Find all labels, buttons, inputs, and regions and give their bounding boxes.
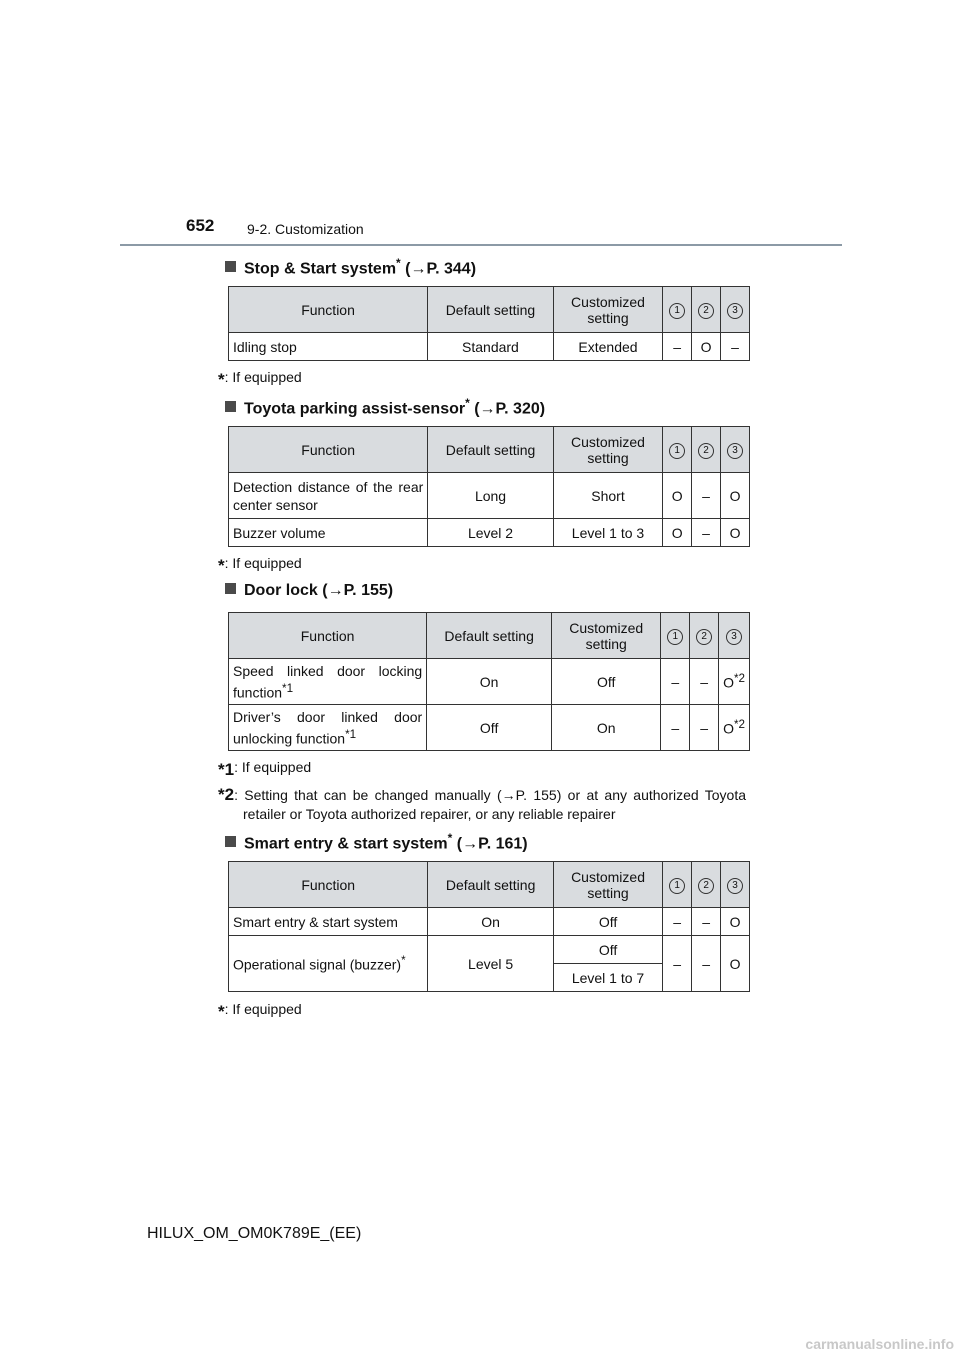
- cell-method-1: –: [663, 333, 692, 361]
- cell-default: On: [428, 908, 553, 936]
- circle-1-icon: 1: [667, 629, 683, 645]
- heading-stop-start: Stop & Start system* (→P. 344): [225, 256, 476, 278]
- document-code: HILUX_OM_OM0K789E_(EE): [147, 1225, 362, 1242]
- cell-customized: Off: [552, 659, 661, 705]
- cell-function: Buzzer volume: [229, 519, 428, 547]
- table-row: [229, 705, 750, 751]
- door-lock-table: [228, 612, 750, 751]
- watermark: carmanualsonline.info: [805, 1336, 954, 1352]
- circle-2-icon: 2: [696, 629, 712, 645]
- table-row: [229, 908, 750, 936]
- circle-2-icon: 2: [698, 878, 714, 894]
- cell-method-2: –: [690, 659, 719, 705]
- footnote-1: *1: If equipped: [218, 759, 312, 779]
- col-function: Function: [229, 427, 428, 473]
- cell-function: Operational signal (buzzer)*: [229, 936, 428, 992]
- square-bullet-icon: [225, 261, 236, 272]
- footnote: *: If equipped: [218, 1001, 302, 1021]
- table-row: [229, 519, 750, 547]
- cell-function: Driver’s door linked door unlocking function$^{*1}$: [229, 705, 427, 751]
- cell-method-1: –: [661, 705, 690, 751]
- cell-function: Idling stop: [229, 333, 428, 361]
- heading-parking-assist: Toyota parking assist-sensor* (→P. 320): [225, 396, 545, 418]
- col-customized: Customized setting: [553, 427, 662, 473]
- cell-method-2: O: [692, 333, 721, 361]
- section-label: 9-2. Customization: [247, 221, 364, 237]
- cell-method-2: –: [692, 519, 721, 547]
- cell-function: Detection distance of the rear center sensor: [229, 473, 428, 519]
- cell-method-3: O: [721, 936, 750, 992]
- cell-customized: Short: [553, 473, 662, 519]
- cell-method-3: –: [721, 333, 750, 361]
- circle-1-icon: 1: [669, 878, 685, 894]
- parking-assist-table: [228, 426, 750, 547]
- footnote: *: If equipped: [218, 555, 302, 575]
- col-method-2: [692, 427, 721, 473]
- col-function: Function: [229, 287, 428, 333]
- cell-method-2: –: [692, 473, 721, 519]
- cell-method-1: –: [663, 936, 692, 992]
- circle-3-icon: 3: [727, 443, 743, 459]
- footnote: *: If equipped: [218, 369, 302, 389]
- cell-method-3: O: [721, 519, 750, 547]
- heading-smart-entry: Smart entry & start system* (→P. 161): [225, 831, 528, 853]
- col-default: Default setting: [427, 613, 552, 659]
- stop-start-table: [228, 286, 750, 361]
- smart-entry-table: [228, 861, 750, 992]
- cell-method-2: –: [692, 908, 721, 936]
- circle-3-icon: 3: [727, 303, 743, 319]
- col-function: Function: [229, 862, 428, 908]
- cell-function: Speed linked door locking function$^{*1}$: [229, 659, 427, 705]
- col-default: Default setting: [428, 287, 554, 333]
- col-method-3: [719, 613, 750, 659]
- cell-customized: On: [552, 705, 661, 751]
- cell-method-1: –: [663, 908, 692, 936]
- cell-default: Off: [427, 705, 552, 751]
- col-method-2: [692, 862, 721, 908]
- cell-customized: Off: [553, 908, 662, 936]
- table-row: [229, 473, 750, 519]
- col-method-2: [690, 613, 719, 659]
- cell-default: Long: [428, 473, 554, 519]
- cell-customized: Off: [553, 936, 662, 964]
- page-number: 652: [186, 216, 215, 235]
- circle-3-icon: 3: [726, 629, 742, 645]
- col-method-1: [663, 427, 692, 473]
- footnote-2: *2: Setting that can be changed manually (→P. 155) or at any authorized Toyota retailer or Toyota authorized repairer, or any reliable repairer: [218, 785, 746, 822]
- cell-customized: Level 1 to 7: [553, 964, 662, 992]
- col-customized: Customized setting: [553, 287, 662, 333]
- circle-3-icon: 3: [727, 878, 743, 894]
- circle-2-icon: 2: [698, 443, 714, 459]
- cell-method-3: $O^{*2}$: [719, 659, 750, 705]
- header-rule: [120, 244, 842, 246]
- cell-method-1: –: [661, 659, 690, 705]
- heading-door-lock: Door lock (→P. 155): [225, 582, 393, 600]
- table-row: [229, 936, 750, 964]
- col-method-2: [692, 287, 721, 333]
- cell-customized: Extended: [553, 333, 662, 361]
- col-method-3: [721, 862, 750, 908]
- table-row: [229, 659, 750, 705]
- square-bullet-icon: [225, 836, 236, 847]
- cell-default: Standard: [428, 333, 554, 361]
- cell-method-1: O: [663, 473, 692, 519]
- cell-function: Smart entry & start system: [229, 908, 428, 936]
- cell-method-2: –: [692, 936, 721, 992]
- col-method-1: [661, 613, 690, 659]
- square-bullet-icon: [225, 583, 236, 594]
- col-method-1: [663, 862, 692, 908]
- col-method-3: [721, 287, 750, 333]
- cell-method-2: –: [690, 705, 719, 751]
- col-method-3: [721, 427, 750, 473]
- col-default: Default setting: [428, 862, 553, 908]
- cell-method-1: O: [663, 519, 692, 547]
- col-function: Function: [229, 613, 427, 659]
- col-customized: Customized setting: [553, 862, 662, 908]
- circle-2-icon: 2: [698, 303, 714, 319]
- cell-method-3: $O^{*2}$: [719, 705, 750, 751]
- cell-method-3: O: [721, 473, 750, 519]
- circle-1-icon: 1: [669, 443, 685, 459]
- col-customized: Customized setting: [552, 613, 661, 659]
- col-default: Default setting: [428, 427, 554, 473]
- square-bullet-icon: [225, 401, 236, 412]
- cell-default: Level 2: [428, 519, 554, 547]
- table-row: [229, 333, 750, 361]
- cell-method-3: O: [721, 908, 750, 936]
- circle-1-icon: 1: [669, 303, 685, 319]
- col-method-1: [663, 287, 692, 333]
- cell-default: Level 5: [428, 936, 553, 992]
- cell-default: On: [427, 659, 552, 705]
- cell-customized: Level 1 to 3: [553, 519, 662, 547]
